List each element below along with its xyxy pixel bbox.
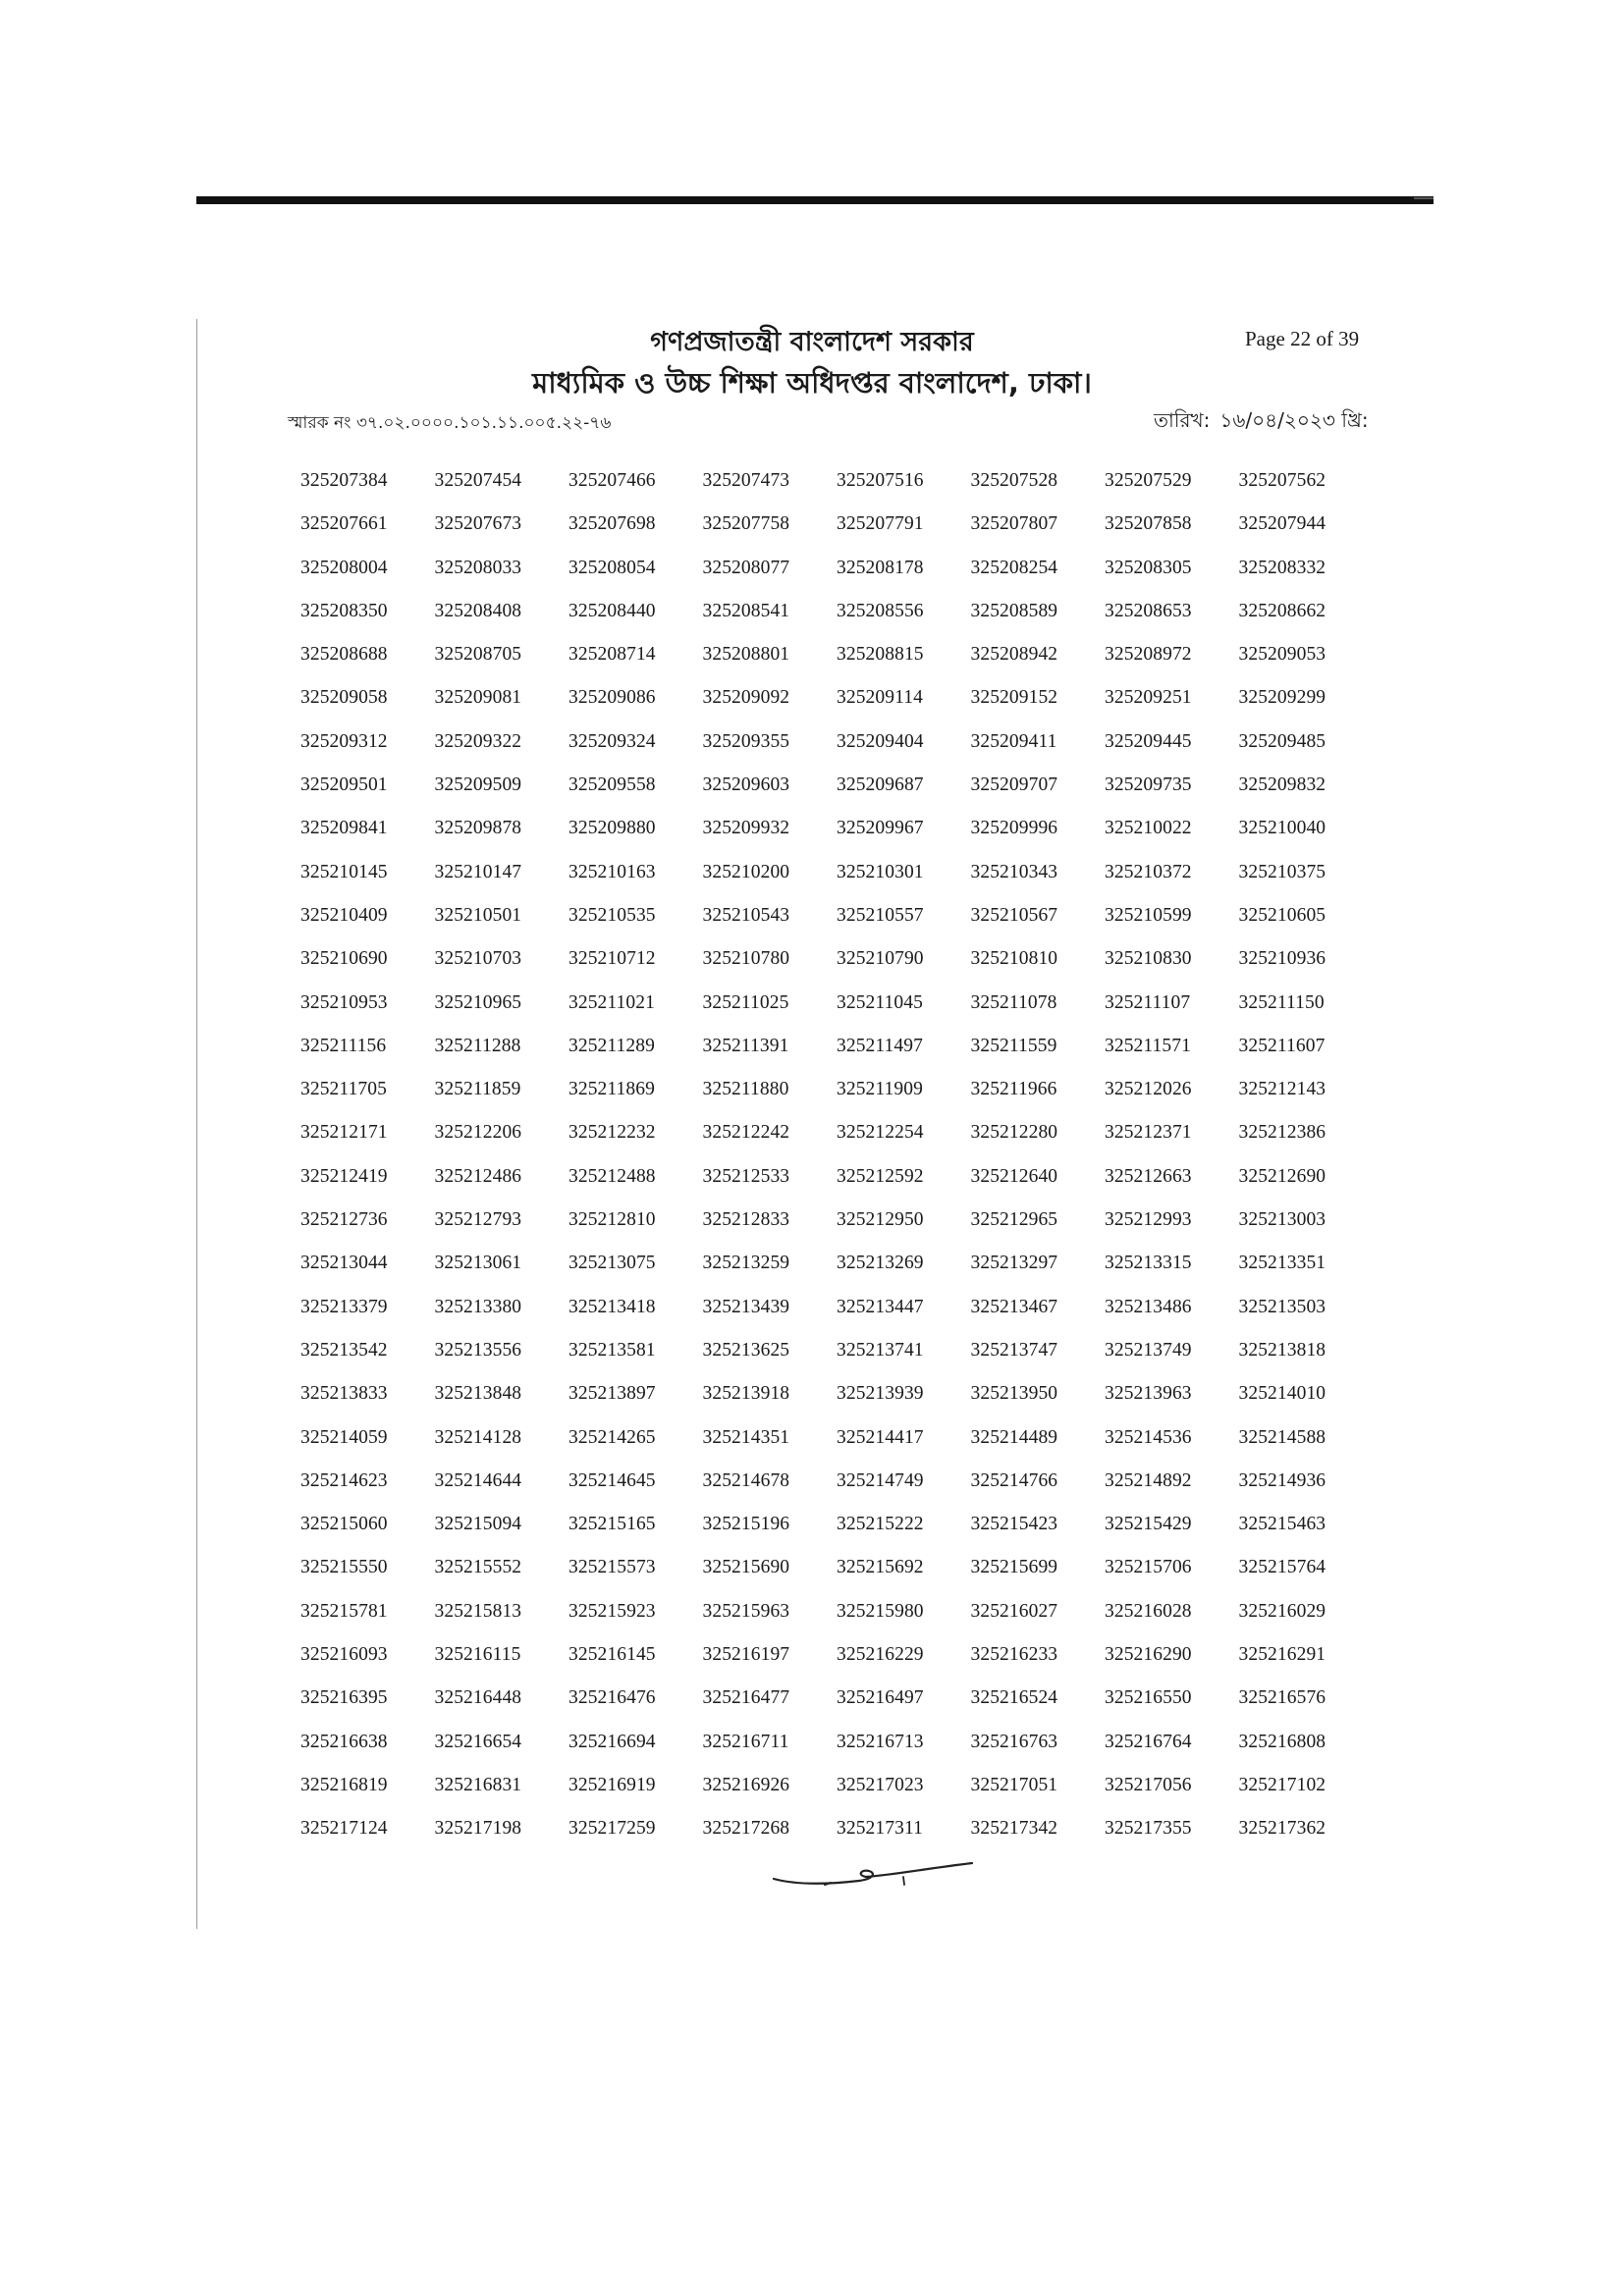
roll-number: 325216448 (434, 1687, 522, 1709)
roll-number: 325213439 (702, 1296, 790, 1317)
roll-number: 325211288 (434, 1035, 521, 1056)
roll-number: 325210712 (568, 948, 656, 970)
roll-number: 325213503 (1238, 1296, 1326, 1317)
roll-number: 325215550 (300, 1557, 388, 1578)
roll-number: 325209707 (970, 774, 1058, 796)
roll-number: 325208556 (837, 600, 924, 621)
roll-number: 325212386 (1238, 1122, 1326, 1144)
roll-number: 325208714 (568, 644, 656, 666)
roll-number: 325209058 (300, 687, 388, 709)
government-title: গণপ্রজাতন্ত্রী বাংলাদেশ সরকার (650, 327, 974, 357)
roll-number: 325217051 (970, 1774, 1058, 1795)
roll-number: 325212950 (837, 1209, 924, 1231)
roll-number: 325212810 (568, 1209, 656, 1231)
roll-number: 325208972 (1105, 644, 1192, 666)
roll-number: 325210147 (434, 861, 522, 882)
roll-number: 325211497 (837, 1035, 923, 1056)
roll-number: 325213897 (568, 1383, 656, 1405)
roll-number: 325213297 (970, 1253, 1058, 1274)
roll-number: 325212833 (702, 1209, 790, 1231)
roll-number: 325216638 (300, 1731, 388, 1752)
left-margin-line (196, 319, 197, 1929)
roll-number: 325208033 (434, 557, 522, 578)
roll-number: 325212993 (1105, 1209, 1192, 1231)
roll-number: 325214128 (434, 1426, 522, 1448)
roll-number: 325207858 (1105, 513, 1192, 535)
roll-number: 325213747 (970, 1339, 1058, 1361)
roll-number: 325213581 (568, 1339, 656, 1361)
roll-number: 325211107 (1105, 991, 1191, 1013)
roll-number: 325209053 (1238, 644, 1326, 666)
roll-number: 325208942 (970, 644, 1058, 666)
roll-number: 325215196 (702, 1514, 790, 1535)
roll-number: 325211966 (970, 1079, 1057, 1100)
roll-number: 325212280 (970, 1122, 1058, 1144)
roll-number: 325209092 (702, 687, 790, 709)
roll-number: 325211607 (1238, 1035, 1326, 1056)
roll-number: 325208688 (300, 644, 388, 666)
roll-number: 325207791 (837, 513, 924, 535)
roll-number: 325216763 (970, 1731, 1058, 1752)
roll-number: 325216919 (568, 1774, 656, 1795)
roll-number: 325208350 (300, 600, 388, 621)
roll-number: 325209081 (434, 687, 522, 709)
roll-number: 325213749 (1105, 1339, 1192, 1361)
roll-number: 325216093 (300, 1644, 388, 1666)
roll-number: 325215764 (1238, 1557, 1326, 1578)
roll-number: 325216524 (970, 1687, 1058, 1709)
roll-number: 325207528 (970, 470, 1058, 491)
roll-number: 325210790 (837, 948, 924, 970)
roll-number: 325216029 (1238, 1600, 1326, 1622)
roll-number: 325216229 (837, 1644, 924, 1666)
directorate-title: মাধ্যমিক ও উচ্চ শিক্ষা অধিদপ্তর বাংলাদেশ, ঢাকা। (532, 366, 1092, 400)
roll-number: 325208408 (434, 600, 522, 621)
roll-number: 325216926 (702, 1774, 790, 1795)
roll-number: 325210703 (434, 948, 522, 970)
roll-number: 325213269 (837, 1253, 924, 1274)
roll-number: 325209735 (1105, 774, 1192, 796)
roll-number: 325208077 (702, 557, 790, 578)
roll-number: 325213918 (702, 1383, 790, 1405)
roll-number: 325210409 (300, 904, 388, 926)
roll-number: 325208178 (837, 557, 924, 578)
roll-number: 325211909 (837, 1079, 923, 1100)
roll-number: 325216477 (702, 1687, 790, 1709)
roll-number: 325215552 (434, 1557, 522, 1578)
roll-number: 325209832 (1238, 774, 1326, 796)
roll-number: 325213486 (1105, 1296, 1192, 1317)
roll-number: 325211571 (1105, 1035, 1191, 1056)
date-label: তারিখ: (1154, 408, 1211, 432)
roll-number: 325213380 (434, 1296, 522, 1317)
roll-number: 325207384 (300, 470, 388, 491)
roll-number: 325209312 (300, 730, 388, 752)
roll-number: 325212486 (434, 1165, 522, 1187)
roll-number: 325212206 (434, 1122, 522, 1144)
roll-number: 325207466 (568, 470, 656, 491)
roll-number: 325212592 (837, 1165, 924, 1187)
roll-number: 325214749 (837, 1469, 924, 1491)
roll-number: 325208332 (1238, 557, 1326, 578)
roll-number: 325210557 (837, 904, 924, 926)
roll-number: 325215423 (970, 1514, 1058, 1535)
roll-number: 325215923 (568, 1600, 656, 1622)
roll-number: 325212488 (568, 1165, 656, 1187)
roll-number: 325216808 (1238, 1731, 1326, 1752)
roll-number: 325212419 (300, 1165, 388, 1187)
roll-number: 325216233 (970, 1644, 1058, 1666)
roll-number: 325213379 (300, 1296, 388, 1317)
roll-number: 325208662 (1238, 600, 1326, 621)
roll-number: 325213003 (1238, 1209, 1326, 1231)
roll-number: 325213351 (1238, 1253, 1326, 1274)
roll-number: 325213542 (300, 1339, 388, 1361)
roll-number: 325215963 (702, 1600, 790, 1622)
roll-number: 325214265 (568, 1426, 656, 1448)
roll-number: 325215222 (837, 1514, 924, 1535)
roll-number: 325214892 (1105, 1469, 1192, 1491)
roll-number: 325213625 (702, 1339, 790, 1361)
roll-number: 325209509 (434, 774, 522, 796)
roll-number: 325209603 (702, 774, 790, 796)
roll-number: 325216027 (970, 1600, 1058, 1622)
roll-number: 325215692 (837, 1557, 924, 1578)
roll-number: 325209322 (434, 730, 522, 752)
roll-number: 325209880 (568, 818, 656, 839)
roll-number: 325211289 (568, 1035, 655, 1056)
roll-number: 325208801 (702, 644, 790, 666)
roll-number: 325216395 (300, 1687, 388, 1709)
roll-number: 325209152 (970, 687, 1058, 709)
roll-number: 325212242 (702, 1122, 790, 1144)
roll-number: 325216819 (300, 1774, 388, 1795)
roll-number: 325215781 (300, 1600, 388, 1622)
roll-number: 325212232 (568, 1122, 656, 1144)
roll-number: 325215165 (568, 1514, 656, 1535)
roll-number: 325212533 (702, 1165, 790, 1187)
roll-number: 325207807 (970, 513, 1058, 535)
roll-number: 325209967 (837, 818, 924, 839)
roll-number: 325211559 (970, 1035, 1057, 1056)
roll-number: 325207944 (1238, 513, 1326, 535)
roll-number: 325213315 (1105, 1253, 1192, 1274)
roll-number: 325209445 (1105, 730, 1192, 752)
roll-number: 325207661 (300, 513, 388, 535)
roll-number: 325216764 (1105, 1731, 1192, 1752)
roll-number: 325207698 (568, 513, 656, 535)
roll-number: 325216711 (702, 1731, 789, 1752)
roll-number: 325216197 (702, 1644, 790, 1666)
roll-number: 325213848 (434, 1383, 522, 1405)
roll-number: 325213061 (434, 1253, 522, 1274)
roll-number: 325216497 (837, 1687, 924, 1709)
roll-number: 325209086 (568, 687, 656, 709)
roll-number: 325207529 (1105, 470, 1192, 491)
roll-number: 325210301 (837, 861, 924, 882)
roll-number: 325210163 (568, 861, 656, 882)
roll-number: 325208541 (702, 600, 790, 621)
roll-number: 325211025 (702, 991, 789, 1013)
roll-number: 325215060 (300, 1514, 388, 1535)
roll-number: 325210501 (434, 904, 522, 926)
roll-number: 325210780 (702, 948, 790, 970)
roll-number: 325210040 (1238, 818, 1326, 839)
roll-number: 325213447 (837, 1296, 924, 1317)
roll-number: 325209299 (1238, 687, 1326, 709)
roll-number: 325214645 (568, 1469, 656, 1491)
roll-number: 325216694 (568, 1731, 656, 1752)
roll-number: 325210690 (300, 948, 388, 970)
roll-number: 325213818 (1238, 1339, 1326, 1361)
roll-number: 325210145 (300, 861, 388, 882)
roll-number: 325210535 (568, 904, 656, 926)
roll-number: 325217124 (300, 1818, 388, 1840)
roll-number: 325209841 (300, 818, 388, 839)
roll-number: 325211078 (970, 991, 1057, 1013)
roll-number: 325207758 (702, 513, 790, 535)
roll-number: 325207562 (1238, 470, 1326, 491)
roll-number: 325210605 (1238, 904, 1326, 926)
roll-number: 325216291 (1238, 1644, 1326, 1666)
roll-number: 325209878 (434, 818, 522, 839)
roll-number: 325208305 (1105, 557, 1192, 578)
roll-number: 325214417 (837, 1426, 924, 1448)
roll-number: 325213556 (434, 1339, 522, 1361)
roll-number: 325215094 (434, 1514, 522, 1535)
roll-number: 325211045 (837, 991, 923, 1013)
roll-number: 325216476 (568, 1687, 656, 1709)
roll-number: 325207673 (434, 513, 522, 535)
roll-number: 325212143 (1238, 1079, 1326, 1100)
roll-number: 325212965 (970, 1209, 1058, 1231)
memo-number: স্মারক নং ৩৭.০২.০০০০.১০১.১১.০০৫.২২-৭৬ (288, 413, 612, 433)
roll-number: 325214936 (1238, 1469, 1326, 1491)
roll-number: 325212690 (1238, 1165, 1326, 1187)
roll-number: 325209932 (702, 818, 790, 839)
roll-number: 325215690 (702, 1557, 790, 1578)
roll-number: 325207516 (837, 470, 924, 491)
roll-number: 325217311 (837, 1818, 923, 1840)
roll-number: 325214010 (1238, 1383, 1326, 1405)
roll-number: 325208004 (300, 557, 388, 578)
roll-number: 325214059 (300, 1426, 388, 1448)
roll-number: 325213950 (970, 1383, 1058, 1405)
roll-number: 325213833 (300, 1383, 388, 1405)
roll-number: 325216550 (1105, 1687, 1192, 1709)
roll-number: 325209114 (837, 687, 923, 709)
roll-number: 325213418 (568, 1296, 656, 1317)
roll-number: 325210810 (970, 948, 1058, 970)
roll-number: 325215706 (1105, 1557, 1192, 1578)
roll-number: 325212171 (300, 1122, 388, 1144)
roll-number: 325208815 (837, 644, 924, 666)
roll-number: 325216713 (837, 1731, 924, 1752)
roll-number: 325209558 (568, 774, 656, 796)
roll-number: 325213963 (1105, 1383, 1192, 1405)
roll-number: 325210200 (702, 861, 790, 882)
roll-number: 325211859 (434, 1079, 521, 1100)
roll-number: 325212371 (1105, 1122, 1192, 1144)
roll-number: 325216028 (1105, 1600, 1192, 1622)
roll-number: 325210543 (702, 904, 790, 926)
roll-number: 325217259 (568, 1818, 656, 1840)
roll-number: 325211150 (1238, 991, 1325, 1013)
roll-number: 325212663 (1105, 1165, 1192, 1187)
roll-number: 325210022 (1105, 818, 1192, 839)
roll-number: 325216145 (568, 1644, 656, 1666)
roll-number: 325209404 (837, 730, 924, 752)
roll-number: 325209355 (702, 730, 790, 752)
roll-number: 325210953 (300, 991, 388, 1013)
date-block (1154, 406, 1369, 439)
roll-number: 325212254 (837, 1122, 924, 1144)
roll-number: 325211021 (568, 991, 655, 1013)
roll-number: 325207473 (702, 470, 790, 491)
roll-number: 325216654 (434, 1731, 522, 1752)
roll-number: 325211156 (300, 1035, 387, 1056)
roll-number: 325208054 (568, 557, 656, 578)
roll-number: 325208589 (970, 600, 1058, 621)
roll-number: 325208705 (434, 644, 522, 666)
roll-number: 325211880 (702, 1079, 789, 1100)
roll-number: 325210830 (1105, 948, 1192, 970)
roll-number: 325217342 (970, 1818, 1058, 1840)
roll-number: 325209411 (970, 730, 1057, 752)
date-value: ১৬/০৪/২০২৩ খ্রি: (1219, 408, 1369, 432)
roll-number: 325217198 (434, 1818, 522, 1840)
roll-number: 325208440 (568, 600, 656, 621)
roll-number: 325215813 (434, 1600, 522, 1622)
roll-number: 325209485 (1238, 730, 1326, 752)
roll-number: 325211705 (300, 1079, 387, 1100)
roll-number: 325215980 (837, 1600, 924, 1622)
roll-number: 325216290 (1105, 1644, 1192, 1666)
roll-number: 325213741 (837, 1339, 924, 1361)
roll-number: 325210599 (1105, 904, 1192, 926)
roll-number: 325217268 (702, 1818, 790, 1840)
roll-number: 325214678 (702, 1469, 790, 1491)
roll-number: 325214536 (1105, 1426, 1192, 1448)
roll-number: 325213467 (970, 1296, 1058, 1317)
roll-number: 325209324 (568, 730, 656, 752)
roll-number: 325209996 (970, 818, 1058, 839)
roll-number: 325214588 (1238, 1426, 1326, 1448)
roll-number: 325211391 (702, 1035, 789, 1056)
roll-number: 325217023 (837, 1774, 924, 1795)
roll-number: 325213939 (837, 1383, 924, 1405)
top-rule (196, 196, 1434, 204)
roll-number: 325207454 (434, 470, 522, 491)
roll-number: 325217102 (1238, 1774, 1326, 1795)
roll-number: 325209251 (1105, 687, 1192, 709)
roll-number: 325212026 (1105, 1079, 1192, 1100)
roll-number: 325211869 (568, 1079, 655, 1100)
roll-number: 325217362 (1238, 1818, 1326, 1840)
roll-number: 325216115 (434, 1644, 521, 1666)
roll-number: 325216576 (1238, 1687, 1326, 1709)
roll-number: 325214623 (300, 1469, 388, 1491)
roll-number: 325217056 (1105, 1774, 1192, 1795)
roll-number: 325212640 (970, 1165, 1058, 1187)
roll-number: 325217355 (1105, 1818, 1192, 1840)
roll-number: 325208254 (970, 557, 1058, 578)
top-rule-thin (1414, 197, 1434, 199)
roll-number: 325214489 (970, 1426, 1058, 1448)
roll-number: 325210372 (1105, 861, 1192, 882)
roll-number-grid (300, 471, 1373, 1863)
roll-number: 325213259 (702, 1253, 790, 1274)
roll-number: 325209687 (837, 774, 924, 796)
roll-number: 325214766 (970, 1469, 1058, 1491)
roll-number: 325210567 (970, 904, 1058, 926)
signature-icon (766, 1855, 982, 1895)
roll-number: 325212736 (300, 1209, 388, 1231)
roll-number: 325212793 (434, 1209, 522, 1231)
roll-number: 325210375 (1238, 861, 1326, 882)
roll-number: 325215429 (1105, 1514, 1192, 1535)
roll-number: 325213044 (300, 1253, 388, 1274)
roll-number: 325216831 (434, 1774, 522, 1795)
roll-number: 325210965 (434, 991, 522, 1013)
roll-number: 325215699 (970, 1557, 1058, 1578)
roll-number: 325208653 (1105, 600, 1192, 621)
roll-number: 325215573 (568, 1557, 656, 1578)
roll-number: 325214644 (434, 1469, 522, 1491)
roll-number: 325210936 (1238, 948, 1326, 970)
roll-number: 325214351 (702, 1426, 790, 1448)
roll-number: 325210343 (970, 861, 1058, 882)
roll-number: 325215463 (1238, 1514, 1326, 1535)
page-number: Page 22 of 39 (1245, 327, 1360, 350)
roll-number: 325213075 (568, 1253, 656, 1274)
roll-number: 325209501 (300, 774, 388, 796)
